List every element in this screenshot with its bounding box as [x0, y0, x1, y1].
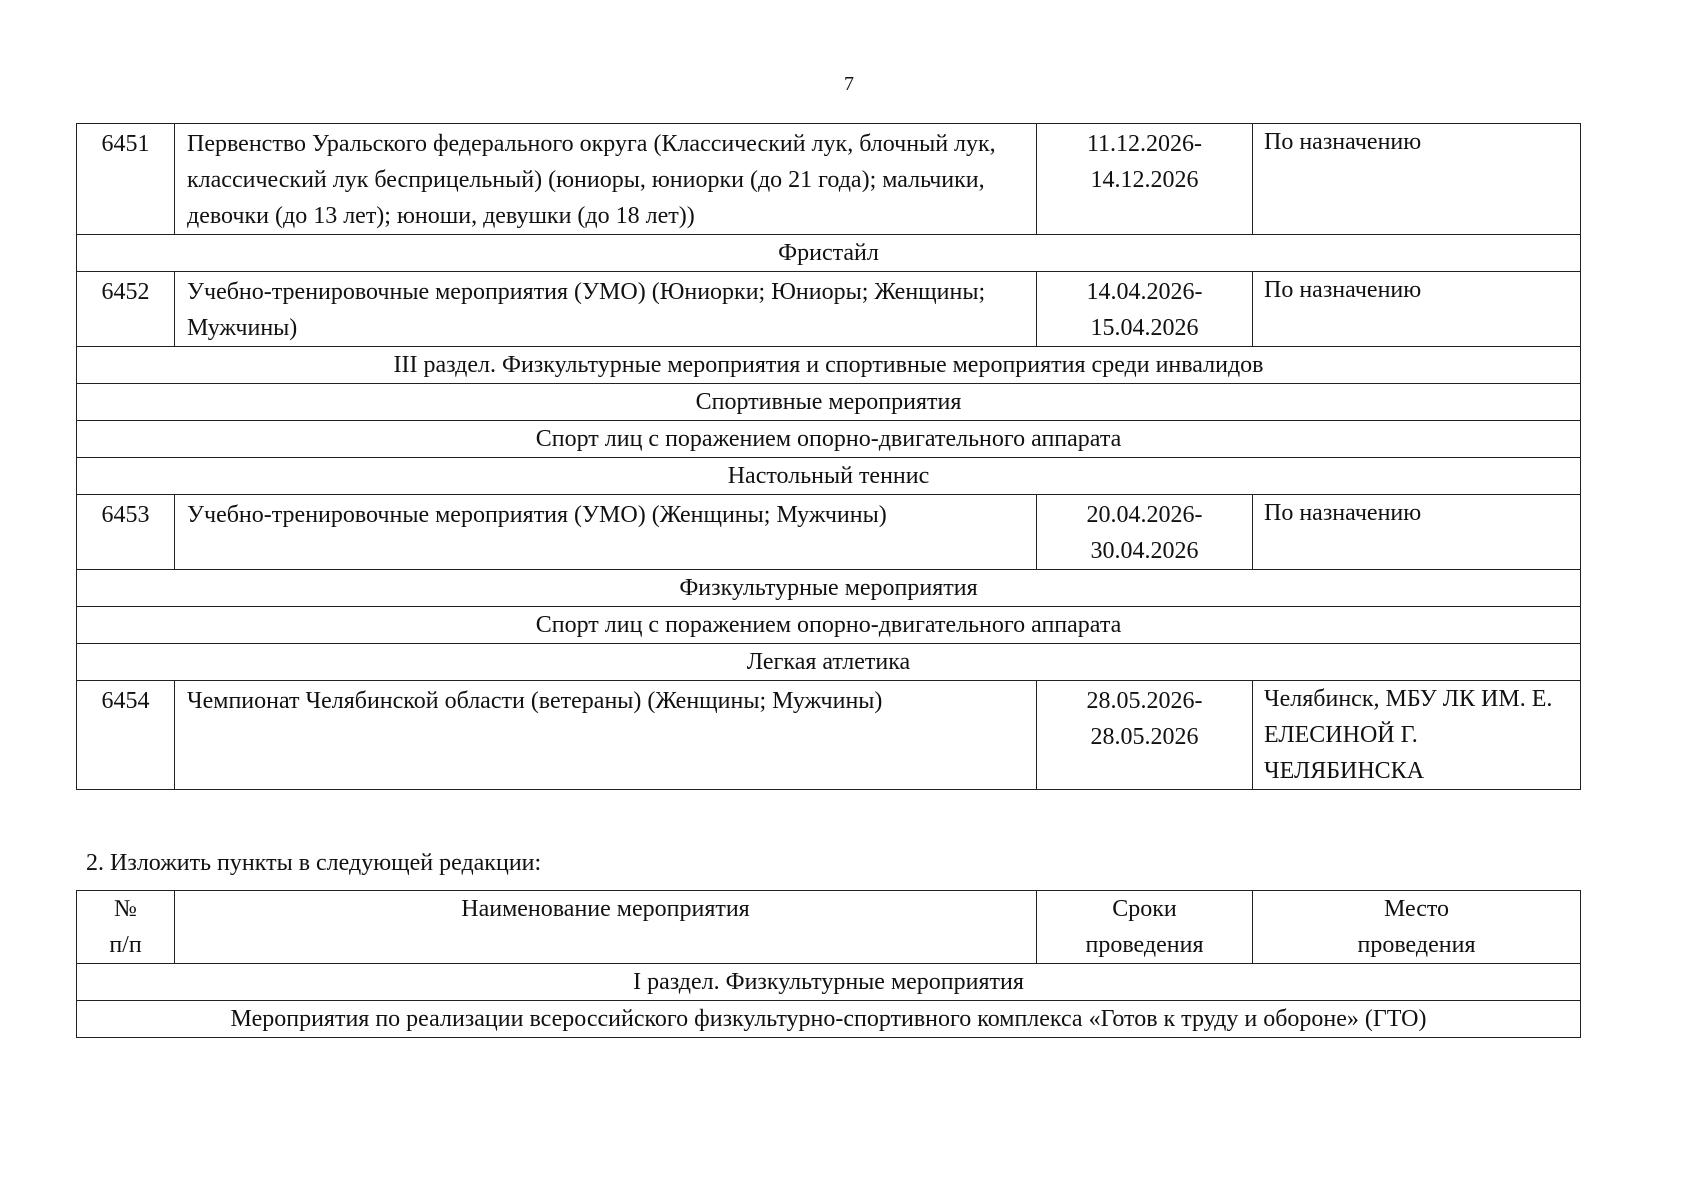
section-row — [77, 607, 1581, 644]
header-place-line: Место — [1383, 896, 1450, 922]
event-name: Чемпионат Челябинской области (ветераны) (Женщины; Мужчины) — [175, 681, 1037, 790]
section-row — [77, 421, 1581, 458]
date-to: 14.12.2026 — [1090, 167, 1199, 193]
section-title: Спорт лиц с поражением опорно-двигательного аппарата — [77, 421, 1581, 458]
header-name: Наименование мероприятия — [175, 891, 1037, 964]
date-from: 11.12.2026- — [1086, 131, 1203, 157]
row-number: 6454 — [77, 681, 175, 790]
event-dates — [1037, 681, 1253, 790]
section-row — [77, 1001, 1581, 1038]
table-row — [77, 681, 1581, 790]
section-title: Мероприятия по реализации всероссийского физкультурно-спортивного комплекса «Готов к труду и обороне» (ГТО) — [77, 1001, 1581, 1038]
amendment-paragraph: 2. Изложить пункты в следующей редакции: — [86, 850, 542, 876]
section-title: Фристайл — [77, 235, 1581, 272]
row-number: 6453 — [77, 495, 175, 570]
header-dates-line: проведения — [1085, 932, 1204, 958]
section-row — [77, 964, 1581, 1001]
events-table — [76, 123, 1581, 790]
date-from: 14.04.2026- — [1086, 279, 1203, 305]
event-dates — [1037, 495, 1253, 570]
header-dates — [1037, 891, 1253, 964]
header-row — [77, 891, 1581, 964]
section-row — [77, 235, 1581, 272]
header-number-line: п/п — [109, 932, 142, 958]
date-to: 30.04.2026 — [1090, 538, 1199, 564]
event-place: Челябинск, МБУ ЛК ИМ. Е. ЕЛЕСИНОЙ Г. ЧЕЛЯБИНСКА — [1253, 681, 1581, 790]
section-title: Настольный теннис — [77, 458, 1581, 495]
date-from: 28.05.2026- — [1086, 688, 1203, 714]
header-place — [1253, 891, 1581, 964]
date-to: 28.05.2026 — [1090, 724, 1199, 750]
event-dates — [1037, 124, 1253, 235]
section-title: Легкая атлетика — [77, 644, 1581, 681]
revised-events-table — [76, 890, 1581, 1038]
event-place: По назначению — [1253, 124, 1581, 235]
section-row — [77, 570, 1581, 607]
section-title: Спортивные мероприятия — [77, 384, 1581, 421]
date-from: 20.04.2026- — [1086, 502, 1203, 528]
page-number: 7 — [844, 73, 854, 95]
event-name: Первенство Уральского федерального округа (Классический лук, блочный лук, классический лук бесприцельный) (юниоры, юниорки (до 21 года); мальчики, девочки (до 13 лет); юноши, девушки (до 18 лет)) — [175, 124, 1037, 235]
section-title: Спорт лиц с поражением опорно-двигательного аппарата — [77, 607, 1581, 644]
event-place: По назначению — [1253, 495, 1581, 570]
event-dates — [1037, 272, 1253, 347]
header-number-line: № — [114, 896, 137, 922]
section-row — [77, 384, 1581, 421]
table-row — [77, 272, 1581, 347]
section-title: I раздел. Физкультурные мероприятия — [77, 964, 1581, 1001]
section-row — [77, 644, 1581, 681]
row-number: 6452 — [77, 272, 175, 347]
table-row — [77, 124, 1581, 235]
event-name: Учебно-тренировочные мероприятия (УМО) (Женщины; Мужчины) — [175, 495, 1037, 570]
date-to: 15.04.2026 — [1090, 315, 1199, 341]
table-row — [77, 495, 1581, 570]
section-row — [77, 347, 1581, 384]
section-title: III раздел. Физкультурные мероприятия и спортивные мероприятия среди инвалидов — [77, 347, 1581, 384]
section-title: Физкультурные мероприятия — [77, 570, 1581, 607]
header-place-line: проведения — [1357, 932, 1476, 958]
header-number — [77, 891, 175, 964]
event-name: Учебно-тренировочные мероприятия (УМО) (Юниорки; Юниоры; Женщины; Мужчины) — [175, 272, 1037, 347]
section-row — [77, 458, 1581, 495]
header-dates-line: Сроки — [1112, 896, 1177, 922]
row-number: 6451 — [77, 124, 175, 235]
event-place: По назначению — [1253, 272, 1581, 347]
